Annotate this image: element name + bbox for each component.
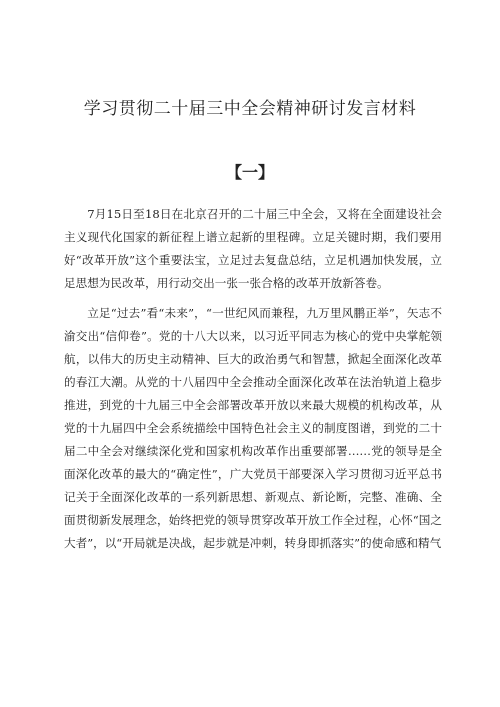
document-title: 学习贯彻二十届三中全会精神研讨发言材料 (83, 99, 417, 119)
body-paragraph-2: 立足“过去”看“未来”，“一世纪风而兼程，九万里风鹏正举”，矢志不渝交出“信仰卷”。党的十八大以来，以习近平同志为核心的党中央掌舵领航，以伟大的历史主动精神、巨大的政治勇气和智慧，掀起全面深化改革的春江大潮。从党的十八届四中全会推动全面深化改革在法治轨道上稳步推进，到党的十九届三中全会部署改革开放以来最大规模的机构改革，从党的十九届四中全会系统描绘中国特色社会主义的制度图谱，到党的二十届二中全会对继续深化党和国家机构改革作出重要部署……党的领导是全面深化改革的最大的“确定性”，广大党员干部要深入学习贯彻习近平总书记关于全面深化改革的一系列新思想、新观点、新论断，完整、准确、全面贯彻新发展理念，始终把党的领导贯穿改革开放工作全过程，心怀“国之大者”，以“开局就是决战，起步就是冲刺，转身即抓落实”的使命感和精气 (64, 306, 442, 550)
body-paragraph-1: 7月15日至18日在北京召开的二十届三中全会，又将在全面建设社会主义现代化国家的新征程上谱立起新的里程碑。立足关键时期，我们要用好“改革开放”这个重要法宝，立足过去复盘总结，立足机遇加快发展，立足思想为民改革，用行动交出一张一张合格的改革开放新答卷。 (64, 207, 442, 290)
section-heading: 【一】 (225, 163, 274, 182)
document-body (64, 203, 442, 555)
